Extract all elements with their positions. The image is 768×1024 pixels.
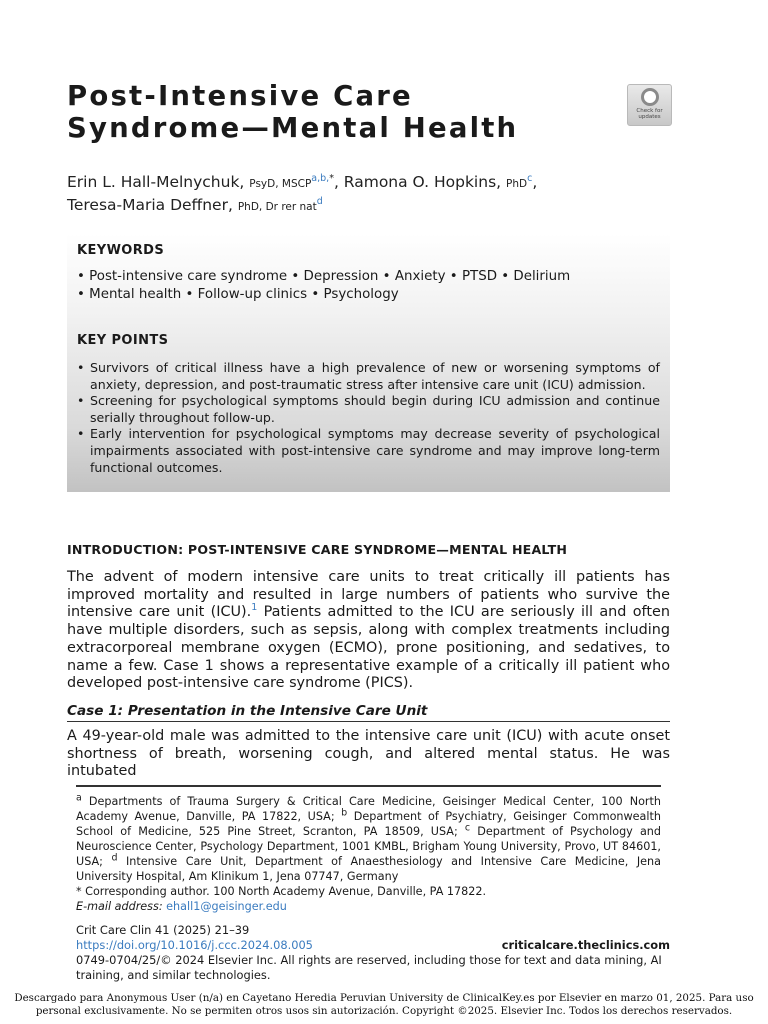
author-affiliation-2[interactable]: c [527, 172, 533, 184]
email-link[interactable]: ehall1@geisinger.edu [166, 900, 287, 913]
footnote-divider [76, 785, 661, 787]
title-line-1: Post-Intensive Care [67, 80, 413, 112]
author-credentials-3: PhD, Dr rer nat [237, 201, 317, 213]
corresponding-author: * Corresponding author. 100 North Academy Avenue, Danville, PA 17822. [76, 885, 487, 898]
affiliations-footnote [76, 794, 661, 914]
affiliations-text [76, 794, 661, 884]
introduction-heading: INTRODUCTION: POST-INTENSIVE CARE SYNDROME—MENTAL HEALTH [67, 542, 568, 557]
download-notice-line-2: personal exclusivamente. No se permiten otros usos sin autorización. Copyright ©2025. Elsevier Inc. Todos los derechos reservados. [35, 1004, 733, 1017]
affiliation-marker-b: b [341, 807, 348, 819]
affiliation-marker-c: c [464, 822, 471, 834]
author-name-1: Erin L. Hall-Melnychuk, [67, 173, 245, 191]
keywords-list [77, 268, 660, 303]
key-points-list [77, 360, 660, 476]
doi-row [76, 938, 670, 953]
affiliation-d: Intensive Care Unit, Department of Anaesthesiology and Intensive Care Medicine, Jena University Hospital, Am Klinikum 1, Jena 07747, Germany [76, 855, 661, 883]
email-line [76, 899, 661, 914]
key-point-item: • Screening for psychological symptoms should begin during ICU admission and continue serially throughout follow-up. [77, 393, 660, 426]
journal-citation: Crit Care Clin 41 (2025) 21–39 [76, 923, 250, 937]
download-notice [0, 992, 768, 1017]
check-updates-label: Check for updates [636, 108, 663, 120]
affiliation-b: Department of Psychiatry, Geisinger Commonwealth School of Medicine, 525 Pine Street, Scranton, PA 18509, USA; [76, 810, 662, 838]
affiliation-a: Departments of Trauma Surgery & Critical Care Medicine, Geisinger Medical Center, 100 North Academy Avenue, Danville, PA 17822, USA; [76, 795, 661, 823]
citation-block [76, 923, 670, 983]
author-list [67, 172, 667, 218]
affiliation-marker-a: a [76, 792, 82, 804]
affiliation-marker-d: d [111, 852, 118, 864]
author-name-2: Ramona O. Hopkins, [343, 173, 502, 191]
author-credentials-2: PhD [506, 178, 528, 190]
author-line-1: Erin L. Hall-Melnychuk, PsyD, $MSCP^{a,b,*}$, Ramona O. Hopkins, PhD$^c$, [67, 172, 538, 191]
key-points-heading: KEY POINTS [77, 333, 169, 348]
author-credentials-1: PsyD, MSCP [249, 178, 312, 190]
check-for-updates-badge[interactable] [627, 84, 672, 126]
journal-site-link[interactable]: criticalcare.theclinics.com [501, 938, 670, 952]
author-line-2 [67, 195, 667, 218]
copyright-notice: 0749-0704/25/© 2024 Elsevier Inc. All rights are reserved, including those for text and data mining, AI training, and similar technologies. [76, 953, 662, 982]
reference-1-link[interactable]: 1 [251, 602, 258, 614]
intro-text-a: The advent of modern intensive care units to treat critically ill patients has improved mortality and resulted in large numbers of patients who survive the intensive care unit (ICU). [67, 569, 670, 621]
keywords-heading: KEYWORDS [77, 243, 165, 258]
email-label: E-mail address: [76, 900, 163, 913]
author-affiliation-1[interactable]: a,b, [311, 172, 330, 184]
corresponding-marker: * [329, 172, 334, 184]
case-1-heading: Case 1: Presentation in the Intensive Care Unit [67, 703, 670, 722]
introduction-paragraph [67, 569, 670, 693]
keywords-line-2: • Mental health • Follow-up clinics • Psychology [77, 286, 399, 302]
case-1-paragraph: A 49-year-old male was admitted to the intensive care unit (ICU) with acute onset shortness of breath, worsening cough, and altered mental status. He was intubated [67, 728, 670, 780]
author-name-3: Teresa-Maria Deffner, [67, 196, 233, 214]
keywords-keypoints-box [67, 234, 670, 492]
key-point-item: • Survivors of critical illness have a high prevalence of new or worsening symptoms of anxiety, depression, and post-traumatic stress after intensive care unit (ICU) admission. [77, 360, 660, 393]
check-updates-icon [641, 88, 659, 106]
doi-link[interactable]: https://doi.org/10.1016/j.ccc.2024.08.005 [76, 938, 313, 952]
author-affiliation-3[interactable]: d [316, 195, 323, 207]
title-line-2: Syndrome—Mental Health [67, 112, 519, 144]
keywords-line-1: • Post-intensive care syndrome • Depression • Anxiety • PTSD • Delirium [77, 269, 571, 284]
download-notice-line-1: Descargado para Anonymous User (n/a) en Cayetano Heredia Peruvian University de ClinicalKey.es por Elsevier en marzo 01, 2025. Para uso [14, 992, 754, 1004]
intro-text-b: Patients admitted to the ICU are seriously ill and often have multiple disorders, such as sepsis, along with complex treatments including extracorporeal membrane oxygen (ECMO), prone positioning, and sedatives, to name a few. Case 1 shows a representative example of a critically ill patient who developed post-intensive care syndrome (PICS). [67, 604, 670, 692]
key-point-item: • Early intervention for psychological symptoms may decrease severity of psychological impairments associated with post-intensive care syndrome and may improve long-term functional outcomes. [77, 426, 660, 476]
affiliation-c: Department of Psychology and Neuroscience Center, Psychology Department, 1001 KMBL, Brigham Young University, Provo, UT 84601, USA; [76, 825, 661, 868]
article-title [67, 80, 607, 144]
